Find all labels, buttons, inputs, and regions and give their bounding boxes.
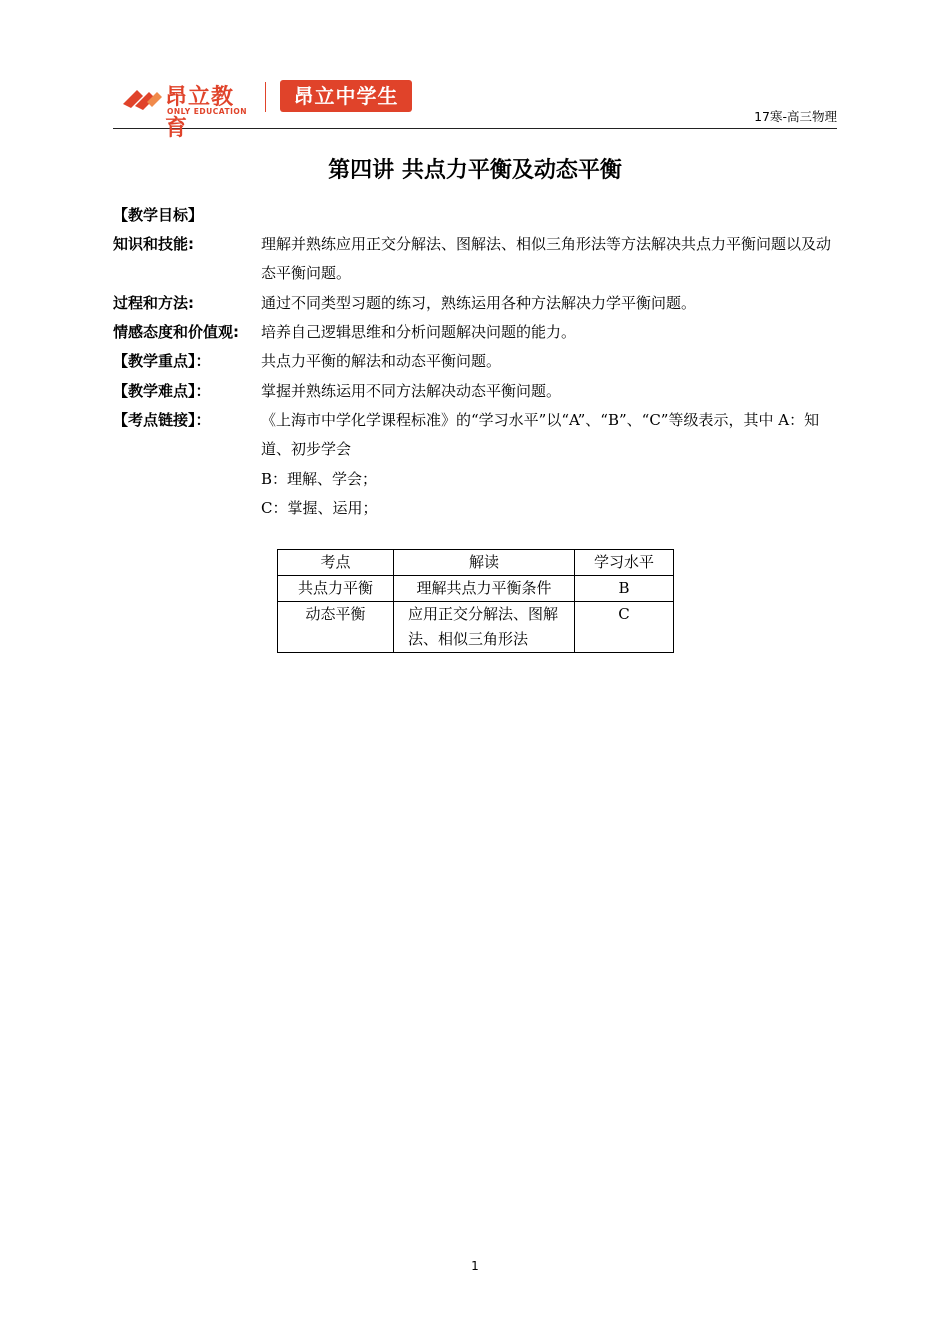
table-cell: 应用正交分解法、图解法、相似三角形法 <box>394 602 575 653</box>
table-header-cell: 考点 <box>278 550 394 576</box>
difficulty-text: 掌握并熟练运用不同方法解决动态平衡问题。 <box>261 382 562 400</box>
process-text: 通过不同类型习题的练习，熟练运用各种方法解决力学平衡问题。 <box>261 294 697 312</box>
emotion-label: 情感态度和价值观: <box>113 323 239 341</box>
table-header-cell: 学习水平 <box>575 550 674 576</box>
table-cell: B <box>575 576 674 602</box>
secondary-brand-badge: 昂立中学生 <box>280 80 412 112</box>
page-header <box>113 72 837 141</box>
only-education-logo-icon <box>121 82 163 114</box>
logo-chinese-text: 昂立教育 <box>165 85 235 141</box>
knowledge-label: 知识和技能: <box>113 235 194 253</box>
knowledge-text: 理解并熟练应用正交分解法、图解法、相似三角形法等方法解决共点力平衡问题以及动态平衡问题。 <box>261 235 832 282</box>
logo-english-text: ONLY EDUCATION <box>167 107 248 116</box>
table-cell: C <box>575 602 674 653</box>
focus-label: 【教学重点】： <box>113 352 211 370</box>
link-level-b: B：理解、学会； <box>261 470 378 488</box>
learning-level-table <box>277 549 674 653</box>
table-cell: 动态平衡 <box>278 602 394 653</box>
logo-divider <box>265 82 266 112</box>
table-row <box>278 576 674 602</box>
only-education-logo <box>121 78 253 141</box>
table-header-cell: 解读 <box>394 550 575 576</box>
table-cell: 共点力平衡 <box>278 576 394 602</box>
table-row <box>278 602 674 653</box>
objectives-heading: 【教学目标】 <box>113 206 204 224</box>
difficulty-label: 【教学难点】： <box>113 382 211 400</box>
process-label: 过程和方法: <box>113 294 194 312</box>
link-level-c: C：掌握、运用； <box>261 499 378 517</box>
link-text: 《上海市中学化学课程标准》的“学习水平”以“A”、“B”、“C”等级表示，其中 A：知道、初步学会 <box>261 411 820 458</box>
page-number: 1 <box>471 1259 479 1273</box>
table-cell: 理解共点力平衡条件 <box>394 576 575 602</box>
focus-text: 共点力平衡的解法和动态平衡问题。 <box>261 352 502 370</box>
course-label: 17寒-高三物理 <box>754 109 837 124</box>
link-label: 【考点链接】： <box>113 411 211 429</box>
emotion-text: 培养自己逻辑思维和分析问题解决问题的能力。 <box>261 323 577 341</box>
page-title: 第四讲 共点力平衡及动态平衡 <box>328 158 622 183</box>
table-header-row <box>278 550 674 576</box>
